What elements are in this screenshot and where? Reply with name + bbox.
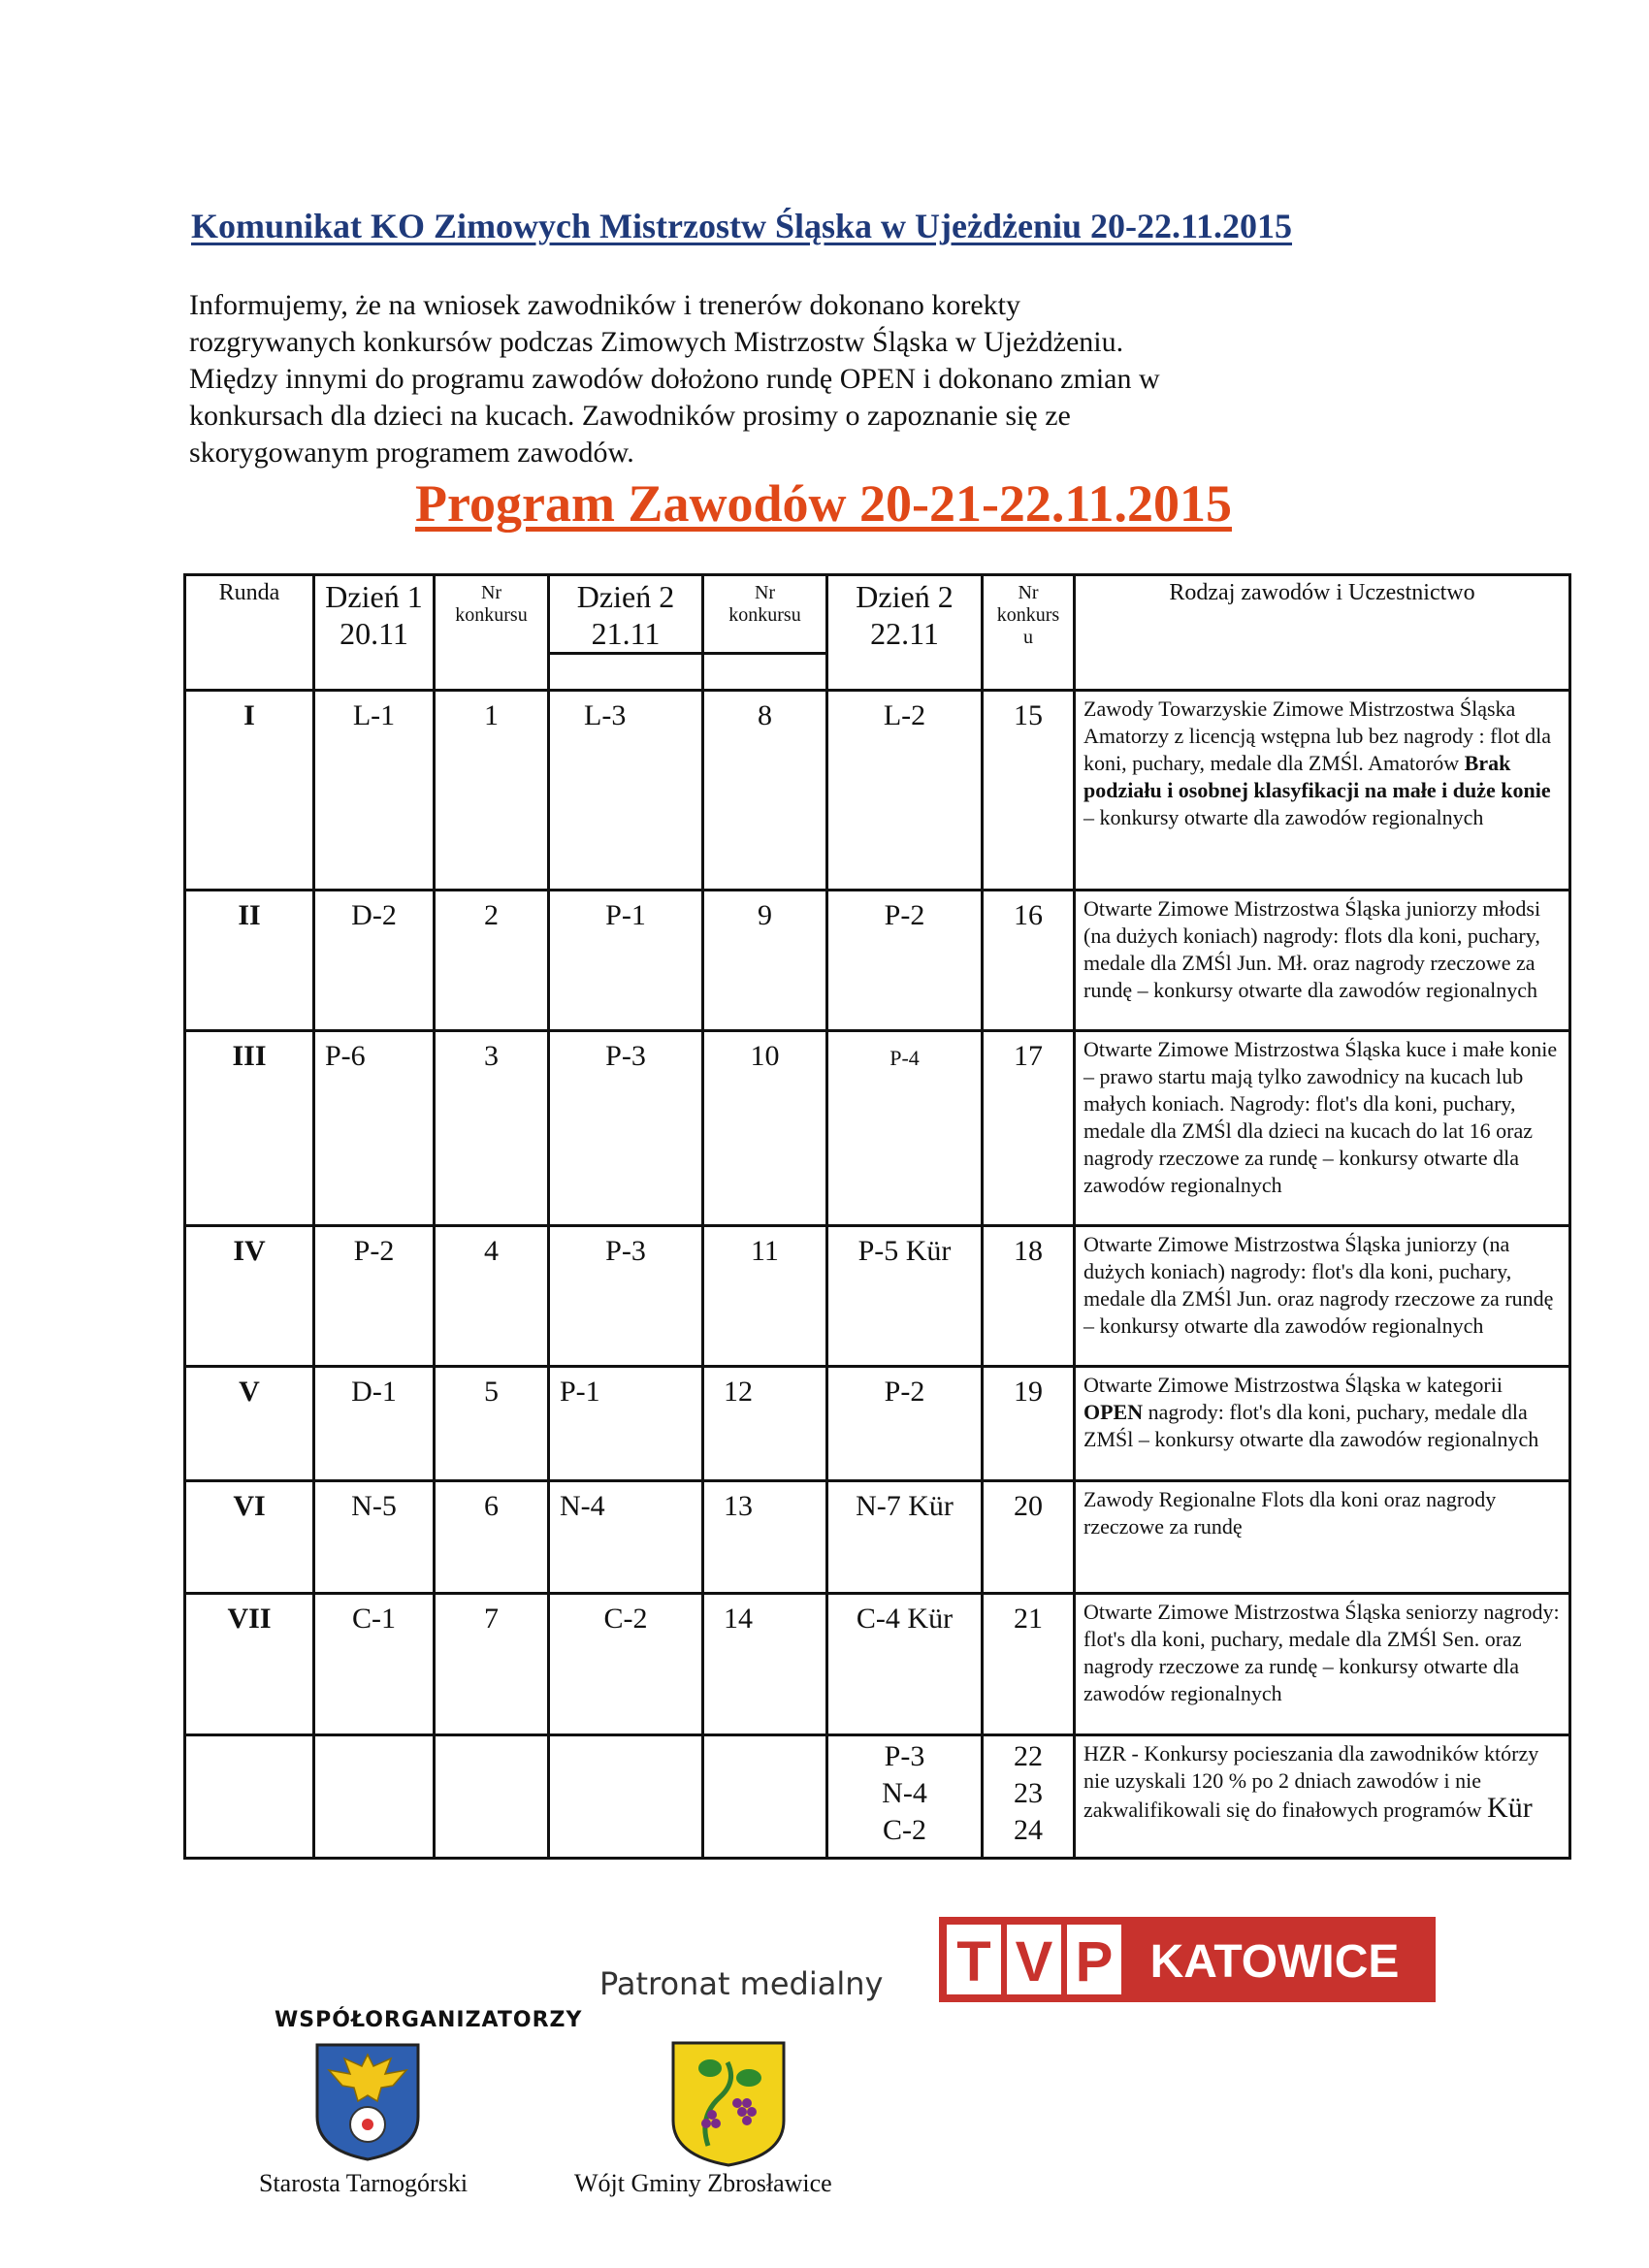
nr3-cell: 16 [983,891,1075,1031]
nr1-cell: 5 [435,1367,549,1481]
day2-cell [549,1735,703,1859]
runda-cell: VI [185,1481,314,1594]
intro-line: Informujemy, że na wniosek zawodników i trenerów dokonano korekty [189,289,1020,321]
coorganizers-label: WSPÓŁORGANIZATORZY [275,2008,583,2032]
desc-cell: Zawody Regionalne Flots dla koni oraz nagrody rzeczowe za rundę [1075,1481,1570,1594]
intro-line: Między innymi do programu zawodów dołożono rundę OPEN i dokonano zmian w [189,363,1160,395]
day3-cell: P-5 Kür [827,1226,983,1367]
day2-cell: P-1 [549,1367,703,1481]
table-row [185,1594,1570,1735]
program-table [183,573,1571,1860]
document-heading: Komunikat KO Zimowych Mistrzostw Śląska w Ujeżdżeniu 20-22.11.2015 [191,207,1293,245]
header-nr1: Nr konkursu [435,575,549,691]
day3-cell: P-4 [827,1031,983,1226]
table-row [185,891,1570,1031]
nr1-cell: 3 [435,1031,549,1226]
nr2-cell: 9 [703,891,827,1031]
day1-cell: P-2 [314,1226,435,1367]
header-runda: Runda [185,575,314,691]
day3-cell: C-4 Kür [827,1594,983,1735]
day1-cell: P-6 [314,1031,435,1226]
nr3-cell: 21 [983,1594,1075,1735]
header-day1: Dzień 1 20.11 [314,575,435,691]
nr1-cell [435,1735,549,1859]
day3-cell: P-3 N-4 C-2 [827,1735,983,1859]
nr3-cell: 22 23 24 [983,1735,1075,1859]
nr1-cell: 1 [435,691,549,891]
desc-cell: Otwarte Zimowe Mistrzostwa Śląska seniorzy nagrody: flot's dla koni, puchary, medale dla ZMŚl Sen. oraz nagrody rzeczowe za rundę – konkursy otwarte dla zawodów regionalnych [1075,1594,1570,1735]
header-nr2: Nr konkursu [703,575,827,654]
desc-cell: Zawody Towarzyskie Zimowe Mistrzostwa Śląska Amatorzy z licencją wstępna lub bez nagrody : flot dla koni, puchary, medale dla ZMŚl. Amatorów Brak podziału i osobnej klasyfikacji na małe i duże konie – konkursy otwarte dla zawodów regionalnych [1075,691,1570,891]
nr3-cell: 15 [983,691,1075,891]
nr3-cell: 18 [983,1226,1075,1367]
nr3-cell: 17 [983,1031,1075,1226]
desc-cell: Otwarte Zimowe Mistrzostwa Śląska juniorzy (na dużych koniach) nagrody: flot's dla koni, puchary, medale dla ZMŚl Jun. oraz nagrody rzeczowe za rundę – konkursy otwarte dla zawodów regionalnych [1075,1226,1570,1367]
tarnogorski-crest-icon [313,2041,422,2163]
day3-cell: P-2 [827,891,983,1031]
header-day2-blank [549,654,703,691]
day2-cell: P-1 [549,891,703,1031]
day1-cell: D-1 [314,1367,435,1481]
intro-line: rozgrywanych konkursów podczas Zimowych Mistrzostw Śląska w Ujeżdżeniu. [189,326,1124,358]
zbroslawice-crest-icon [669,2039,788,2169]
day2-cell: C-2 [549,1594,703,1735]
desc-cell: Otwarte Zimowe Mistrzostwa Śląska w kategorii OPEN nagrody: flot's dla koni, puchary, medale dla ZMŚl – konkursy otwarte dla zawodów regionalnych [1075,1367,1570,1481]
day1-cell: C-1 [314,1594,435,1735]
nr2-cell: 11 [703,1226,827,1367]
table-row [185,1031,1570,1226]
nr1-cell: 6 [435,1481,549,1594]
nr3-cell: 19 [983,1367,1075,1481]
day1-cell: L-1 [314,691,435,891]
desc-cell: Otwarte Zimowe Mistrzostwa Śląska juniorzy młodsi (na dużych koniach) nagrody: flots dla koni, puchary, medale dla ZMŚl Jun. Mł. oraz nagrody rzeczowe za rundę – konkursy otwarte dla zawodów regionalnych [1075,891,1570,1031]
tvp-katowice-logo [939,1917,1436,2002]
header-day3: Dzień 2 22.11 [827,575,983,691]
day1-cell: N-5 [314,1481,435,1594]
runda-cell: I [185,691,314,891]
header-nr2-blank [703,654,827,691]
runda-cell: VII [185,1594,314,1735]
table-row [185,1735,1570,1859]
intro-paragraph [189,287,1353,471]
table-row [185,1367,1570,1481]
intro-line: konkursach dla dzieci na kucach. Zawodników prosimy o zapoznanie się ze [189,400,1071,432]
nr2-cell: 8 [703,691,827,891]
day2-cell: N-4 [549,1481,703,1594]
desc-cell: Otwarte Zimowe Mistrzostwa Śląska kuce i małe konie – prawo startu mają tylko zawodnicy na kucach lub małych koniach. Nagrody: flot's dla koni, puchary, medale dla ZMŚl dla dzieci na kucach do lat 16 oraz nagrody rzeczowe za rundę – konkursy otwarte dla zawodów regionalnych [1075,1031,1570,1226]
tvp-city: KATOWICE [1149,1936,1400,1988]
table-row [185,691,1570,891]
nr1-cell: 2 [435,891,549,1031]
table-header-row [185,575,1570,654]
patronat-label: Patronat medialny [599,1965,884,2002]
table-row [185,1481,1570,1594]
day1-cell [314,1735,435,1859]
nr1-cell: 7 [435,1594,549,1735]
header-day2: Dzień 2 21.11 [549,575,703,654]
table-row [185,1226,1570,1367]
nr2-cell: 10 [703,1031,827,1226]
nr2-cell: 14 [703,1594,827,1735]
day2-cell: P-3 [549,1031,703,1226]
nr2-cell: 13 [703,1481,827,1594]
header-desc: Rodzaj zawodów i Uczestnictwo [1075,575,1570,691]
nr2-cell: 12 [703,1367,827,1481]
runda-cell: IV [185,1226,314,1367]
day2-cell: P-3 [549,1226,703,1367]
day3-cell: N-7 Kür [827,1481,983,1594]
runda-cell: III [185,1031,314,1226]
coorg2-caption: Wójt Gminy Zbrosławice [574,2169,832,2197]
coorg1-caption: Starosta Tarnogórski [259,2169,469,2197]
program-title: Program Zawodów 20-21-22.11.2015 [415,474,1232,533]
intro-line: skorygowanym programem zawodów. [189,437,634,469]
day2-cell: L-3 [549,691,703,891]
day3-cell: P-2 [827,1367,983,1481]
tvp-letter-t: T [956,1930,991,1993]
tvp-letter-p: P [1075,1930,1114,1993]
tvp-letter-v: V [1015,1930,1053,1993]
nr3-cell: 20 [983,1481,1075,1594]
nr1-cell: 4 [435,1226,549,1367]
runda-cell: V [185,1367,314,1481]
day1-cell: D-2 [314,891,435,1031]
header-nr3: Nr konkurs u [983,575,1075,691]
day3-cell: L-2 [827,691,983,891]
runda-cell: II [185,891,314,1031]
runda-cell [185,1735,314,1859]
desc-cell: HZR - Konkursy pocieszania dla zawodników którzy nie uzyskali 120 % po 2 dniach zawodów i nie zakwalifikowali się do finałowych programów Kür [1075,1735,1570,1859]
nr2-cell [703,1735,827,1859]
